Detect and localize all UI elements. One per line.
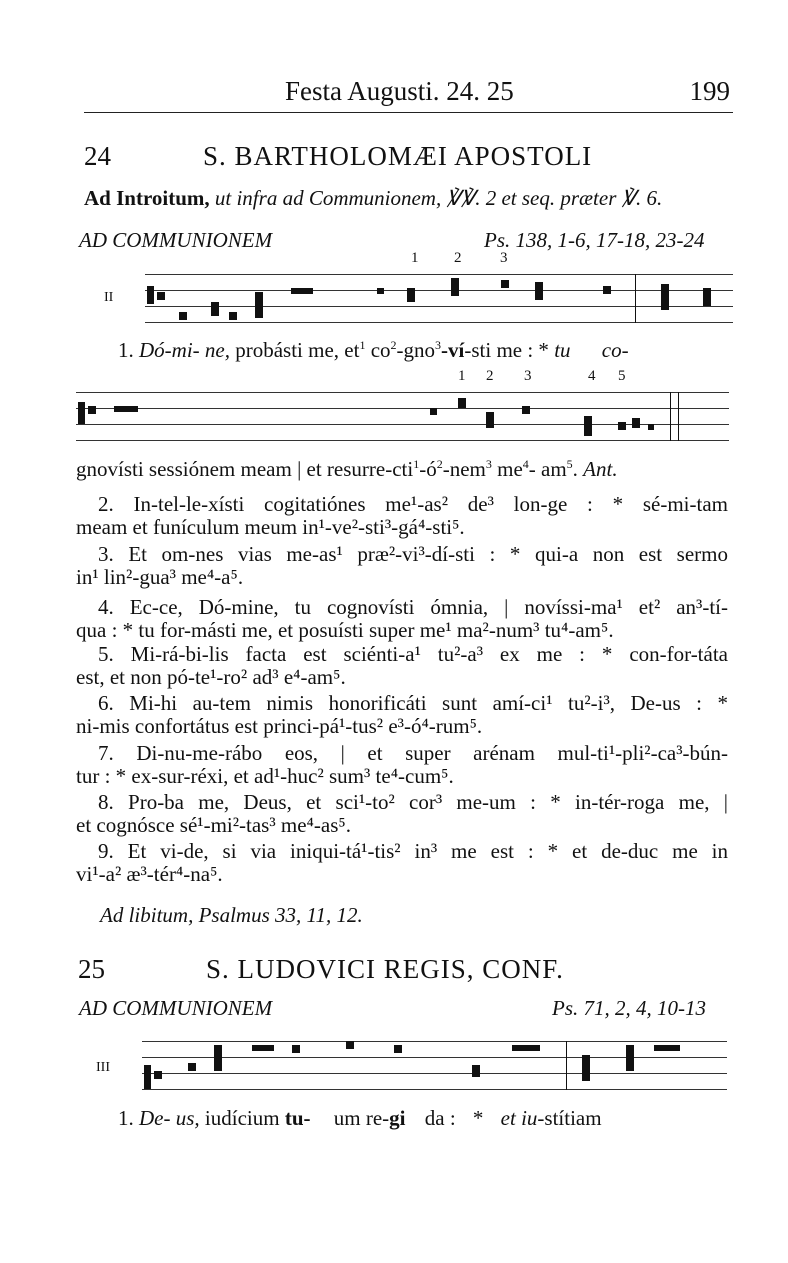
page-number: 199 bbox=[689, 76, 730, 106]
chant-text-line-2: gnovísti sessiónem meam | et resurre-$cti^1-ó^2-nem^3$ $me^4-$ $am^5$. Ant. bbox=[76, 457, 618, 481]
mode-number: II bbox=[104, 290, 114, 305]
psalm-verse-3: 3. Et om-nes vias me-as¹ præ²-vi³-dí-sti : * qui-a non est sermo in¹ lin²-gua³ me⁴-a⁵. bbox=[76, 542, 728, 589]
psalm-reference-24: Ps. 138, 1-6, 17-18, 23-24 bbox=[484, 228, 705, 252]
chant-number: 1 bbox=[411, 250, 419, 266]
psalm-verse-7: 7. Di-nu-me-rábo eos, | et super arénam mul-ti¹-pli²-ca³-bún- tur : * ex-sur-réxi, et ad¹-huc² sum³ te⁴-cum⁵. bbox=[76, 741, 728, 788]
chant-text-line-1: 1. Dó-mi- ne, probásti me, $et^1$ $co^2-gno^3-ví$-sti me : * tu co- bbox=[118, 338, 629, 362]
feast-number-24: 24 bbox=[84, 141, 111, 171]
psalm-verse-5: 5. Mi-rá-bi-lis facta est sciénti-a¹ tu²-a³ ex me : * con-for-táta est, et non pó-te¹-ro² ad³ e⁴-am⁵. bbox=[76, 642, 728, 689]
introit-rubric bbox=[84, 186, 662, 211]
communion-label-24: AD COMMUNIONEM bbox=[79, 228, 273, 252]
chant-staff-1 bbox=[145, 274, 733, 326]
introit-label: Ad Introitum, bbox=[84, 186, 210, 210]
communion-label-25: AD COMMUNIONEM bbox=[79, 996, 273, 1020]
chant-number: 2 bbox=[454, 250, 462, 266]
feast-number-25: 25 bbox=[78, 954, 105, 984]
chant-staff-3 bbox=[142, 1041, 727, 1093]
header-rule bbox=[84, 112, 733, 113]
chant-text-line-3: 1. De- us, iudícium tu- um re-gi da : * et iu-stítiam bbox=[118, 1106, 602, 1130]
chant-number: 3 bbox=[500, 250, 508, 266]
verse-number: 1. bbox=[118, 338, 134, 362]
chant-number: 3 bbox=[524, 368, 532, 384]
psalm-verse-4: 4. Ec-ce, Dó-mine, tu cognovísti ómnia, | novíssi-ma¹ et² an³-tí- qua : * tu for-másti me, et posuísti super me¹ ma²-num³ tu⁴-am⁵. bbox=[76, 595, 728, 642]
psalm-verse-9: 9. Et vi-de, si via iniqui-tá¹-tis² in³ me est : * et de-duc me in vi¹-a² æ³-tér⁴-na⁵. bbox=[76, 839, 729, 886]
chant-number: 4 bbox=[588, 368, 596, 384]
chant-number: 2 bbox=[486, 368, 494, 384]
feast-title-24: S. BARTHOLOMÆI APOSTOLI bbox=[203, 141, 593, 171]
running-title: Festa Augusti. 24. 25 bbox=[285, 76, 514, 106]
mode-number: III bbox=[96, 1060, 110, 1075]
psalm-reference-25: Ps. 71, 2, 4, 10-13 bbox=[552, 996, 706, 1020]
chant-staff-2 bbox=[76, 392, 729, 444]
chant-number: 1 bbox=[458, 368, 466, 384]
psalm-verse-8: 8. Pro-ba me, Deus, et sci¹-to² cor³ me-um : * in-tér-roga me, | et cognósce sé¹-mi²-tas³ me⁴-as⁵. bbox=[76, 790, 728, 837]
psalm-verse-6: 6. Mi-hi au-tem nimis honorificáti sunt amí-ci¹ tu²-i³, De-us : * ni-mis confortátus est princi-pá¹-tus² e³-ó⁴-rum⁵. bbox=[76, 691, 729, 738]
psalm-verse-2: 2. In-tel-le-xísti cogitatiónes me¹-as² de³ lon-ge : * sé-mi-tam meam et funículum meum in¹-ve²-sti³-gá⁴-sti⁵. bbox=[76, 492, 728, 539]
feast-title-25: S. LUDOVICI REGIS, CONF. bbox=[206, 954, 564, 984]
verse-number: 1. bbox=[118, 1106, 134, 1130]
introit-note: ut infra ad Communionem, ℣℣. 2 et seq. præter ℣. 6. bbox=[214, 186, 663, 210]
chant-number: 5 bbox=[618, 368, 626, 384]
ad-libitum-rubric: Ad libitum, Psalmus 33, 11, 12. bbox=[100, 903, 363, 927]
